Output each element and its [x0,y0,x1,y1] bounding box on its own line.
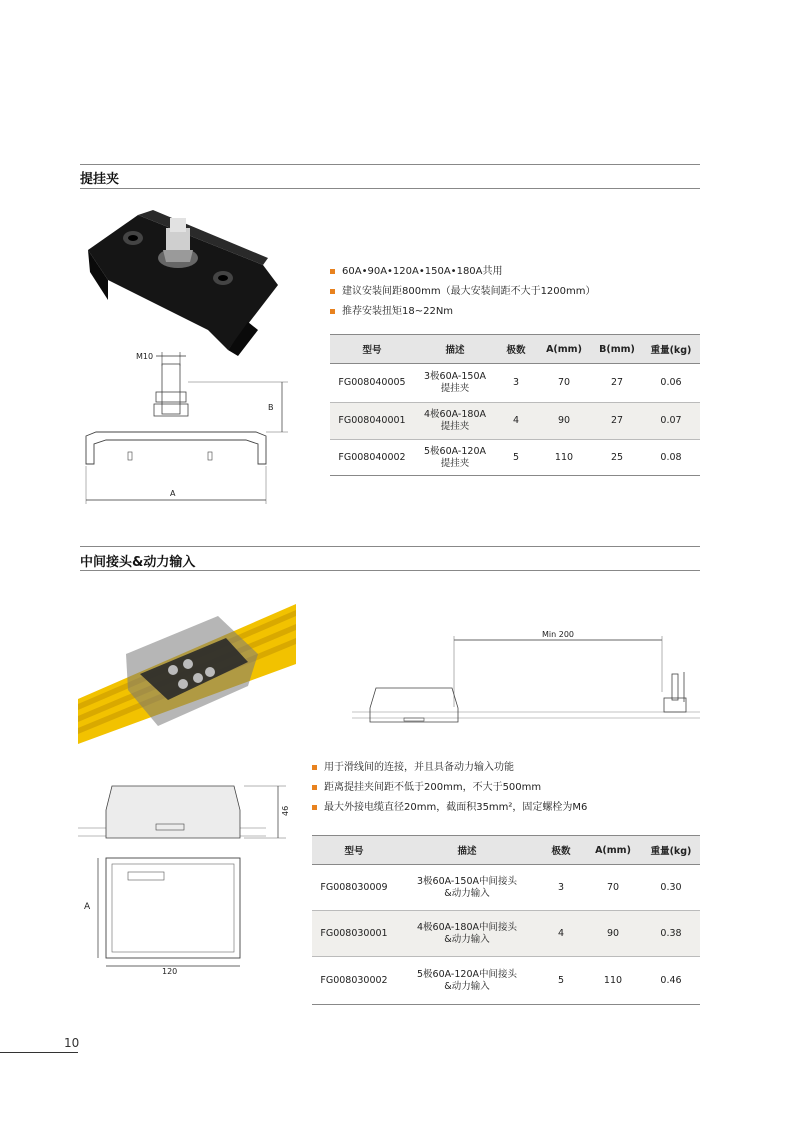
joint-drawing [78,780,296,976]
h46-label: 46 [281,805,290,816]
column-header: A(mm) [584,836,642,865]
list-item: 最大外接电缆直径20mm，截面积35mm²，固定螺栓为M6 [312,798,587,818]
model-cell: FG008030009 [312,865,396,911]
desc-cell: 5极60A-120A 提挂夹 [414,440,496,476]
desc-cell: 3极60A-150A 提挂夹 [414,364,496,403]
desc-cell: 3极60A-150A中间接头 &动力输入 [396,865,538,911]
a-label: A [170,489,176,498]
b-cell: 27 [592,364,642,403]
bullet-square-icon [330,289,335,294]
bullet-square-icon [312,785,317,790]
weight-cell: 0.38 [642,911,700,957]
joint-power-feed-image [78,604,296,744]
poles-cell: 4 [538,911,584,957]
model-cell: FG008040002 [330,440,414,476]
section1-top-rule [80,164,700,165]
list-item: 推荐安装扭矩18~22Nm [330,302,596,322]
a-cell: 90 [536,403,592,440]
section2-bottom-rule [80,570,700,571]
table-header-row [312,836,700,865]
bullet-square-icon [330,309,335,314]
page-number: 10 [64,1036,80,1050]
column-header: 型号 [330,335,414,364]
weight-cell: 0.46 [642,957,700,1005]
table-row [312,865,700,911]
table-row [330,364,700,403]
b-label: B [268,403,274,412]
section1-bottom-rule [80,188,700,189]
column-header: 描述 [396,836,538,865]
poles-cell: 5 [496,440,536,476]
column-header: 重量(kg) [642,335,700,364]
model-cell: FG008030001 [312,911,396,957]
table-row [312,911,700,957]
a-cell: 110 [584,957,642,1005]
hanger-clamp-image [78,210,298,360]
bullet-square-icon [330,269,335,274]
model-cell: FG008030002 [312,957,396,1005]
section1-bullets [330,262,596,322]
hanger-clamp-drawing [76,344,296,509]
poles-cell: 5 [538,957,584,1005]
table-row [312,957,700,1005]
weight-cell: 0.07 [642,403,700,440]
joint-spec-table [312,835,700,1005]
section2-bullets [312,758,587,818]
section2-title: 中间接头&动力输入 [80,555,196,570]
a-cell: 90 [584,911,642,957]
weight-cell: 0.06 [642,364,700,403]
column-header: 极数 [538,836,584,865]
list-item: 60A•90A•120A•150A•180A共用 [330,262,596,282]
column-header: 描述 [414,335,496,364]
weight-cell: 0.30 [642,865,700,911]
desc-cell: 5极60A-120A中间接头 &动力输入 [396,957,538,1005]
bullet-square-icon [312,805,317,810]
table-header-row [330,335,700,364]
a-cell: 110 [536,440,592,476]
page-number-rule [0,1052,78,1053]
poles-cell: 3 [538,865,584,911]
bullet-square-icon [312,765,317,770]
list-item: 建议安装间距800mm（最大安装间距不大于1200mm） [330,282,596,302]
poles-cell: 4 [496,403,536,440]
weight-cell: 0.08 [642,440,700,476]
list-item: 距离提挂夹间距不低于200mm，不大于500mm [312,778,587,798]
model-cell: FG008040005 [330,364,414,403]
m10-label: M10 [136,352,154,361]
section2-top-rule [80,546,700,547]
min-distance-drawing [346,622,700,732]
b-cell: 27 [592,403,642,440]
w120-label: 120 [162,967,178,976]
poles-cell: 3 [496,364,536,403]
desc-cell: 4极60A-180A 提挂夹 [414,403,496,440]
min-200-label: Min 200 [542,630,575,639]
a-cell: 70 [584,865,642,911]
hanger-clamp-spec-table [330,334,700,476]
section1-title: 提挂夹 [80,172,120,187]
desc-cell: 4极60A-180A中间接头 &动力输入 [396,911,538,957]
column-header: 重量(kg) [642,836,700,865]
model-cell: FG008040001 [330,403,414,440]
b-cell: 25 [592,440,642,476]
a-cell: 70 [536,364,592,403]
column-header: 型号 [312,836,396,865]
table-row [330,403,700,440]
column-header: 极数 [496,335,536,364]
table-row [330,440,700,476]
a-dim-label: A [84,902,91,912]
column-header: A(mm) [536,335,592,364]
list-item: 用于滑线间的连接，并且具备动力输入功能 [312,758,587,778]
column-header: B(mm) [592,335,642,364]
